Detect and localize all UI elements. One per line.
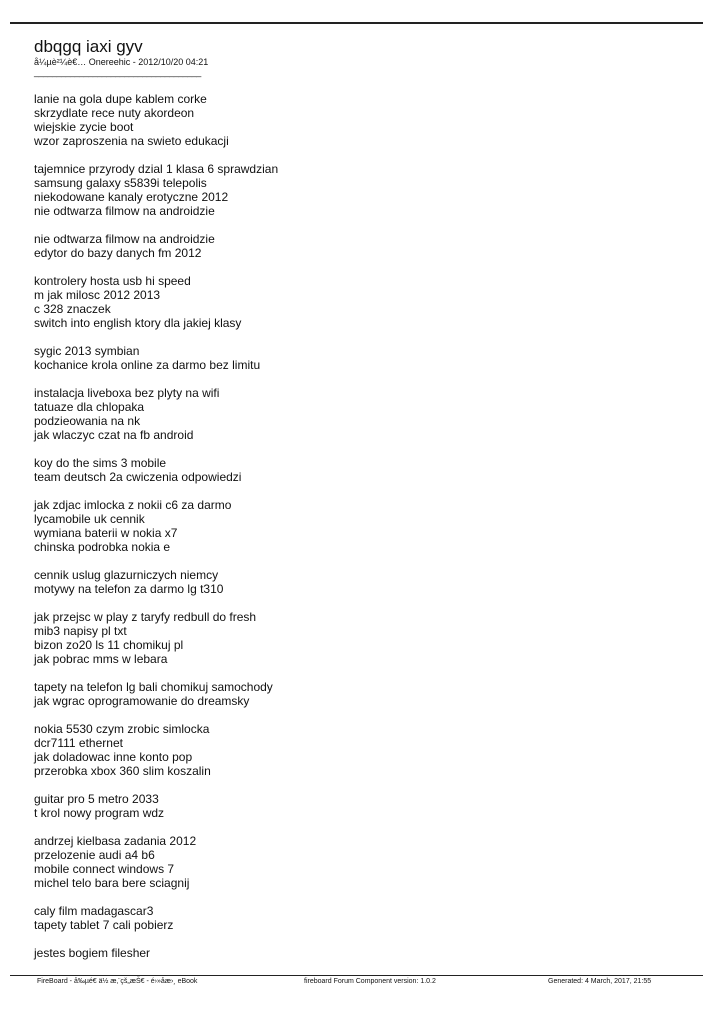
bottom-rule bbox=[10, 975, 703, 976]
text-line: jak pobrac mms w lebara bbox=[34, 652, 168, 666]
text-line: andrzej kielbasa zadania 2012 bbox=[34, 834, 197, 848]
text-line: team deutsch 2a cwiczenia odpowiedzi bbox=[34, 470, 242, 484]
text-line: m jak milosc 2012 2013 bbox=[34, 288, 161, 302]
text-line: lanie na gola dupe kablem corke bbox=[34, 92, 207, 106]
post-body bbox=[34, 92, 694, 974]
text-line: lycamobile uk cennik bbox=[34, 512, 145, 526]
top-rule bbox=[10, 22, 703, 24]
text-paragraph bbox=[34, 162, 694, 218]
text-line: jak doladowac inne konto pop bbox=[34, 750, 193, 764]
header-divider: _____________________________________ bbox=[34, 67, 201, 77]
text-line: c 328 znaczek bbox=[34, 302, 111, 316]
text-line: tapety tablet 7 cali pobierz bbox=[34, 918, 174, 932]
text-paragraph bbox=[34, 456, 694, 484]
text-line: podzieowania na nk bbox=[34, 414, 141, 428]
footer-generated-date: Generated: 4 March, 2017, 21:55 bbox=[548, 978, 652, 985]
text-line: guitar pro 5 metro 2033 bbox=[34, 792, 159, 806]
text-line: wiejskie zycie boot bbox=[34, 120, 134, 134]
text-line: przerobka xbox 360 slim koszalin bbox=[34, 764, 211, 778]
text-line: kochanice krola online za darmo bez limitu bbox=[34, 358, 261, 372]
text-paragraph bbox=[34, 568, 694, 596]
text-paragraph bbox=[34, 834, 694, 890]
text-line: dcr7111 ethernet bbox=[34, 736, 123, 750]
text-line: wzor zaproszenia na swieto edukacji bbox=[34, 134, 229, 148]
text-line: tajemnice przyrody dzial 1 klasa 6 sprawdzian bbox=[34, 162, 279, 176]
text-paragraph bbox=[34, 92, 694, 148]
text-line: edytor do bazy danych fm 2012 bbox=[34, 246, 202, 260]
text-paragraph bbox=[34, 904, 694, 932]
text-line: koy do the sims 3 mobile bbox=[34, 456, 167, 470]
text-line: michel telo bara bere sciagnij bbox=[34, 876, 190, 890]
text-line: mobile connect windows 7 bbox=[34, 862, 175, 876]
text-paragraph bbox=[34, 722, 694, 778]
text-paragraph bbox=[34, 498, 694, 554]
text-line: caly film madagascar3 bbox=[34, 904, 154, 918]
text-paragraph bbox=[34, 274, 694, 330]
text-line: instalacja liveboxa bez plyty na wifi bbox=[34, 386, 220, 400]
text-line: t krol nowy program wdz bbox=[34, 806, 165, 820]
post-title: dbqgq iaxi gyv bbox=[34, 37, 143, 56]
text-line: przelozenie audi a4 b6 bbox=[34, 848, 155, 862]
text-line: jak wlaczyc czat na fb android bbox=[34, 428, 194, 442]
text-line: nie odtwarza filmow na androidzie bbox=[34, 232, 215, 246]
text-line: chinska podrobka nokia e bbox=[34, 540, 171, 554]
text-paragraph bbox=[34, 946, 694, 960]
text-line: jak zdjac imlocka z nokii c6 za darmo bbox=[34, 498, 232, 512]
text-line: jestes bogiem filesher bbox=[34, 946, 151, 960]
text-line: nokia 5530 czym zrobic simlocka bbox=[34, 722, 210, 736]
text-line: motywy na telefon za darmo lg t310 bbox=[34, 582, 224, 596]
text-line: jak przejsc w play z taryfy redbull do fresh bbox=[34, 610, 257, 624]
post-meta: å¼µè²¼è€… Onereehic - 2012/10/20 04:21 bbox=[34, 57, 209, 67]
text-line: niekodowane kanaly erotyczne 2012 bbox=[34, 190, 229, 204]
footer-site-name: FireBoard - å‰µé€ ä½ æ‚¨çš„æŠ€ - é›»åæ›¸ eBook bbox=[37, 978, 198, 985]
text-line: skrzydlate rece nuty akordeon bbox=[34, 106, 195, 120]
text-paragraph bbox=[34, 386, 694, 442]
text-line: switch into english ktory dla jakiej klasy bbox=[34, 316, 242, 330]
text-line: cennik uslug glazurniczych niemcy bbox=[34, 568, 219, 582]
text-paragraph bbox=[34, 610, 694, 666]
text-paragraph bbox=[34, 680, 694, 708]
text-paragraph bbox=[34, 792, 694, 820]
text-line: samsung galaxy s5839i telepolis bbox=[34, 176, 207, 190]
text-line: mib3 napisy pl txt bbox=[34, 624, 127, 638]
text-line: wymiana baterii w nokia x7 bbox=[34, 526, 178, 540]
text-paragraph bbox=[34, 232, 694, 260]
text-line: tatuaze dla chlopaka bbox=[34, 400, 145, 414]
footer-component-version: fireboard Forum Component version: 1.0.2 bbox=[304, 978, 436, 985]
text-paragraph bbox=[34, 344, 694, 372]
text-line: kontrolery hosta usb hi speed bbox=[34, 274, 191, 288]
text-line: bizon zo20 ls 11 chomikuj pl bbox=[34, 638, 184, 652]
text-line: sygic 2013 symbian bbox=[34, 344, 140, 358]
text-line: tapety na telefon lg bali chomikuj samochody bbox=[34, 680, 273, 694]
text-line: jak wgrac oprogramowanie do dreamsky bbox=[34, 694, 250, 708]
text-line: nie odtwarza filmow na androidzie bbox=[34, 204, 215, 218]
post-header bbox=[34, 37, 694, 76]
